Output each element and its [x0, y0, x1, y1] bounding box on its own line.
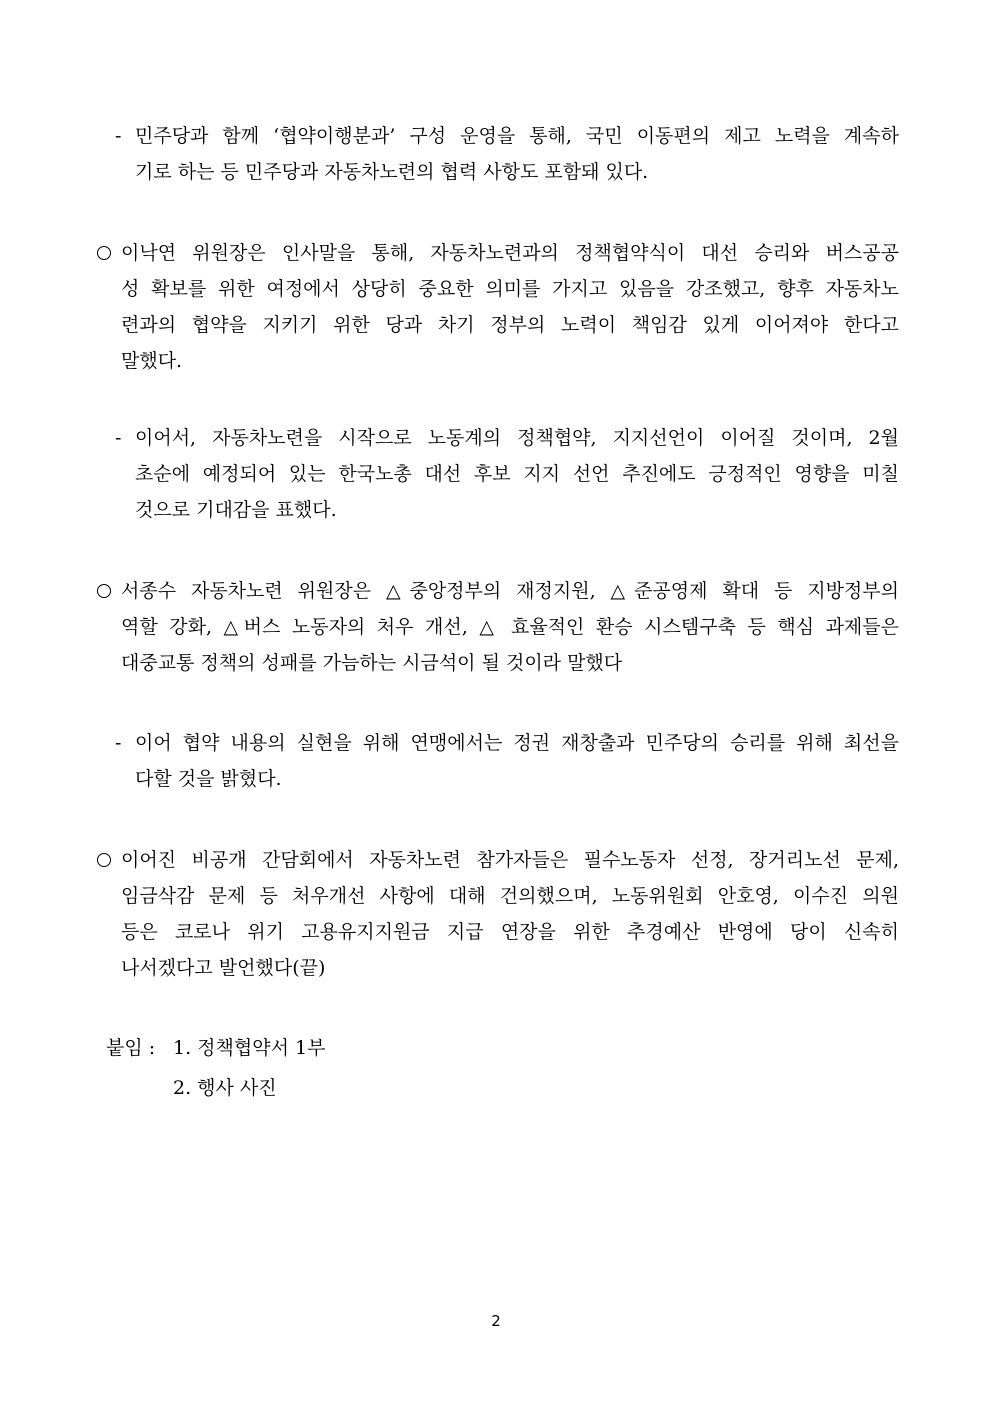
paragraph: [121, 235, 899, 379]
paragraph: [121, 842, 899, 986]
attachment-item: 1. 정책협약서 1부: [173, 1037, 326, 1059]
paragraph-line: 이어서, 자동차노련을 시작으로 노동계의 정책협약, 지지선언이 이어질 것이며, 2월: [135, 427, 899, 449]
circle-bullet-icon: [97, 246, 111, 260]
paragraph-line: 말했다.: [121, 350, 183, 372]
page-number: 2: [491, 1312, 501, 1330]
circle-bullet-icon: [97, 584, 111, 598]
paragraph-line: 임금삭감 문제 등 처우개선 사항에 대해 건의했으며, 노동위원회 안호영, 이수진 의원: [121, 885, 899, 907]
paragraph-line: 역할 강화, △버스 노동자의 처우 개선, △ 효율적인 환승 시스템구축 등 핵심 과제들은: [121, 616, 899, 638]
paragraph-line: 성 확보를 위한 여정에서 상당히 중요한 의미를 가지고 있음을 강조했고, 향후 자동차노: [121, 278, 899, 300]
paragraph-line: 기로 하는 등 민주당과 자동차노련의 협력 사항도 포함돼 있다.: [135, 161, 649, 183]
circle-bullet-icon: [97, 853, 111, 867]
paragraph-line: 등은 코로나 위기 고용유지지원금 지급 연장을 위한 추경예산 반영에 당이 신속히: [121, 921, 899, 943]
dash-marker: -: [115, 732, 122, 754]
paragraph-line: 초순에 예정되어 있는 한국노총 대선 후보 지지 선언 추진에도 긍정적인 영향을 미칠: [135, 463, 899, 485]
paragraph-line: 것으로 기대감을 표했다.: [135, 499, 337, 521]
paragraph-line: 련과의 협약을 지키기 위한 당과 차기 정부의 노력이 책임감 있게 이어져야 한다고: [121, 314, 899, 336]
attachment-item: 2. 행사 사진: [173, 1077, 277, 1099]
paragraph-line: 이어진 비공개 간담회에서 자동차노련 참가자들은 필수노동자 선정, 장거리노선 문제,: [121, 849, 899, 871]
paragraph-line: 대중교통 정책의 성패를 가늠하는 시금석이 될 것이라 말했다: [121, 652, 623, 674]
paragraph-line: 다할 것을 밝혔다.: [135, 768, 282, 790]
paragraph-line: 이낙연 위원장은 인사말을 통해, 자동차노련과의 정책협약식이 대선 승리와 버스공공: [121, 242, 899, 264]
paragraph: [135, 420, 899, 528]
paragraph-line: 서종수 자동차노련 위원장은 △중앙정부의 재정지원, △준공영제 확대 등 지방정부의: [121, 580, 899, 602]
attachment-label: 붙임 :: [106, 1037, 156, 1059]
paragraph: [135, 725, 899, 797]
paragraph-line: 이어 협약 내용의 실현을 위해 연맹에서는 정권 재창출과 민주당의 승리를 위해 최선을: [135, 732, 899, 754]
dash-marker: -: [115, 125, 122, 147]
paragraph-line: 민주당과 함께 ‘협약이행분과’ 구성 운영을 통해, 국민 이동편의 제고 노력을 계속하: [135, 125, 899, 147]
paragraph: [135, 118, 899, 190]
paragraph-line: 나서겠다고 발언했다(끝): [121, 957, 326, 979]
paragraph: [121, 573, 899, 681]
dash-marker: -: [115, 427, 122, 449]
